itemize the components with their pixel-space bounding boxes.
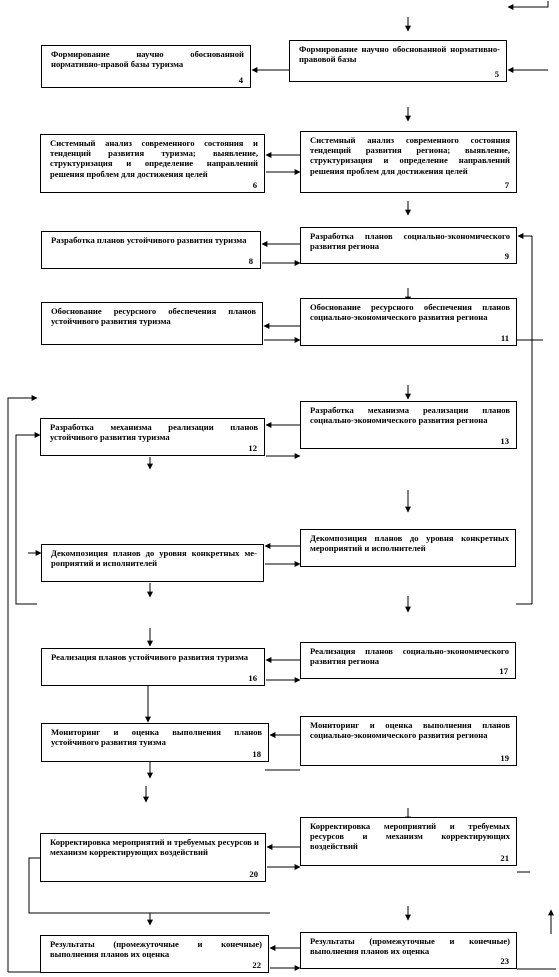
box-21-text: Корректировка мероприятий и требуемых ресурсов и механизм корректирующих воздействий [310,821,510,852]
box-9-text: Разработка планов социально-экономического развития региона [310,231,510,252]
box-6-text: Системный анализ современного состояния и тенденций развития туризма; выявление, структуризация и определение направлений решения проблем для достижения целей [50,138,258,179]
box-4-text: Формирование научно обоснованной нормативно-правой базы туризма [51,49,244,70]
box-22-text: Результаты (промежуточные и конечные) выполнения планов их оценка [50,939,262,960]
arrow-top-right-loop [508,1,548,7]
box-4-number: 4 [238,74,243,85]
box-4 [41,45,251,88]
box-8-number: 8 [248,255,253,266]
box-18 [41,723,269,762]
box-11-text: Обоснование ресурсного обеспечения планов социально-экономического развития региона [310,302,510,323]
box-23-number: 23 [500,955,509,966]
box-5-number: 5 [494,68,499,79]
box-9 [300,227,517,264]
box-8-text: Разработка планов устойчивого развития туризма [51,235,247,245]
box-17-number: 17 [499,665,508,676]
box-11-number: 11 [500,332,509,343]
box-20-number: 20 [249,868,258,879]
box-14 [41,544,264,582]
box-16-number: 16 [248,672,257,683]
box-23 [300,932,517,969]
box-11 [300,298,517,346]
box-10-text: Обоснование ресурсного обеспечения планов устойчивого развития туризма [51,306,256,327]
box-9-number: 9 [504,250,509,261]
box-22 [40,935,269,973]
box-23-text: Результаты (промежуточные и конечные) выполнения планов их оценка [310,936,510,957]
box-19-text: Мониторинг и оценка выполнения планов социально-экономического развития региона [310,720,510,741]
arrow-left-inner-loop [16,435,40,604]
box-19-number: 19 [500,752,509,763]
box-8 [41,231,261,269]
box-18-number: 18 [252,748,261,759]
box-13-text: Разработка механизма реализации планов социально-экономического развития региона [310,405,510,426]
box-17 [300,642,516,679]
box-15 [300,529,516,567]
box-5-text: Формирование научно обоснованной нормативно-правовой базы [299,44,500,65]
box-22-number: 22 [252,959,261,970]
box-16 [41,648,265,686]
box-16-text: Реализация планов устойчивого развития туризма [51,652,249,662]
box-21-number: 21 [500,852,509,863]
box-5 [289,40,507,82]
box-6 [40,134,265,193]
box-6-number: 6 [252,179,257,190]
box-7-text: Системный анализ современного состояния тенденций развития региона; выявление, структуризация и определение направлений решения проблем для достижения целей [310,135,510,176]
box-12-number: 12 [248,442,257,453]
box-18-text: Мониторинг и оценка выполнения планов устойчивого развития туизма [51,727,262,748]
box-12-text: Разработка механизма реализации планов устойчивого развития туризма [50,422,258,443]
arrow-left-loop-top [8,398,37,972]
box-7-number: 7 [504,179,509,190]
box-7 [300,131,517,193]
box-13-number: 13 [500,435,509,446]
box-13 [300,401,517,449]
box-19 [300,716,517,766]
box-17-text: Реализация планов социально-экономического развития региона [310,646,509,667]
box-12 [40,418,265,456]
box-10 [41,302,263,345]
box-20 [40,833,266,882]
box-21 [300,817,517,866]
box-14-text: Декомпозиция планов до уровня конкретных ме-роприятий и исполнителей [51,548,257,569]
box-15-text: Декомпозиция планов до уровня конкретных мероприятий и исполнителей [310,533,509,554]
box-20-text: Корректировка мероприятий и требуемых ресурсов и механизм корректирующих воздействий [50,837,259,858]
